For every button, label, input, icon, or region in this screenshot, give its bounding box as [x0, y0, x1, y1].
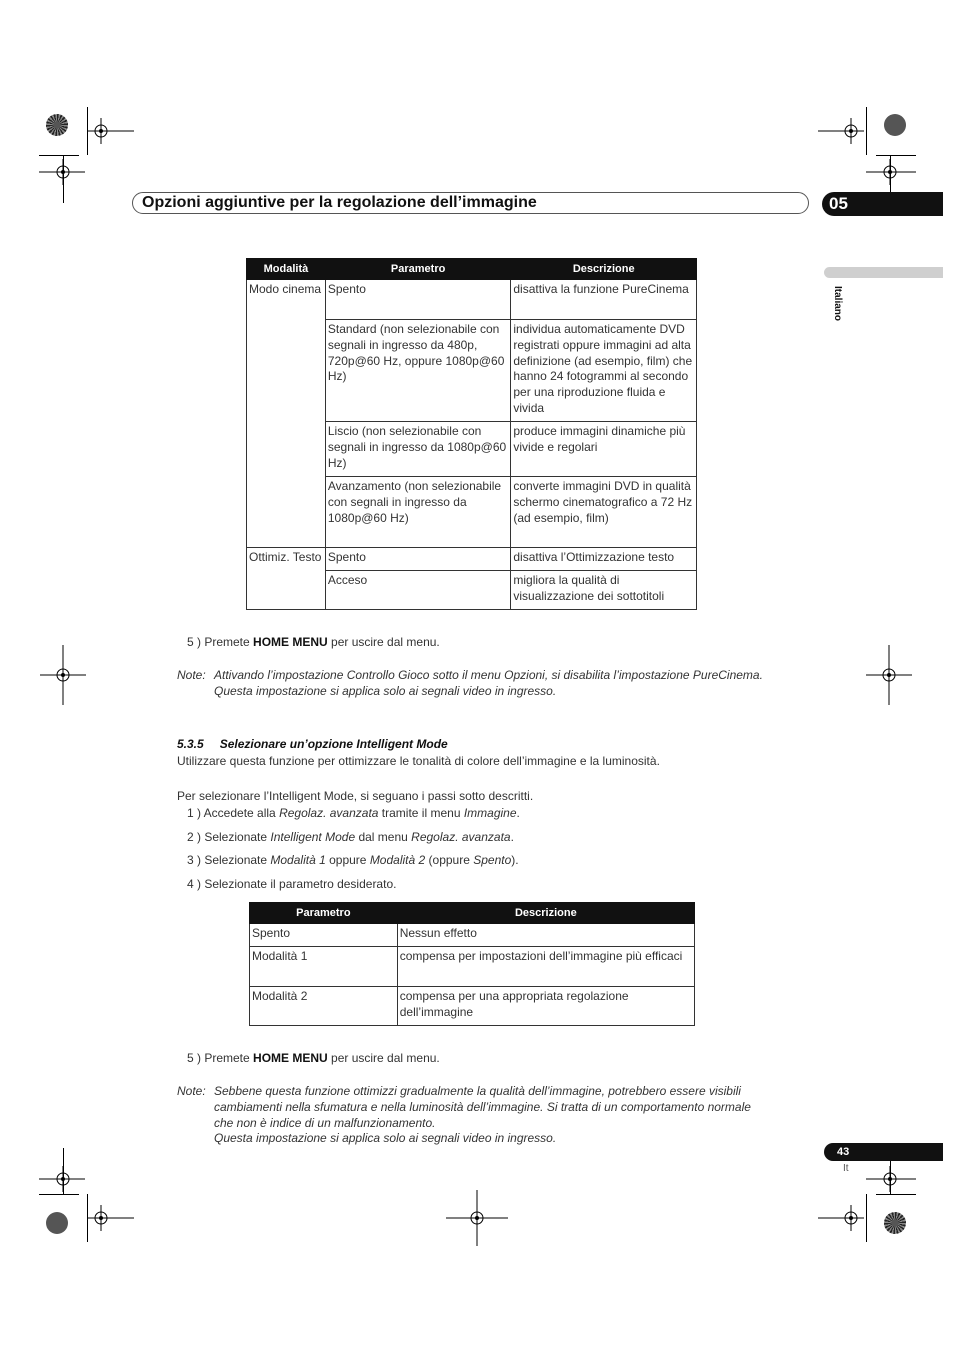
column-header: Parametro — [325, 259, 511, 280]
param-cell: Liscio (non selezionabile con segnali in ingresso da 1080p@60 Hz) — [325, 422, 511, 477]
registration-disc-icon — [884, 1212, 906, 1234]
picture-mode-table — [246, 258, 697, 610]
note-label: Note: — [177, 1084, 206, 1098]
crosshair-icon — [866, 645, 912, 705]
param-cell: Modalità 1 — [250, 947, 398, 987]
page-language-code: It — [843, 1163, 849, 1174]
crosshair-icon — [818, 118, 864, 144]
table-row — [250, 947, 695, 987]
desc-cell: compensa per una appropriata regolazione dell’immagine — [397, 987, 694, 1026]
step-2: 2 ) Selezionate Intelligent Mode dal menu Regolaz. avanzata. — [187, 830, 514, 844]
crosshair-icon — [88, 118, 134, 144]
language-tab — [824, 267, 943, 278]
note-body: Attivando l’impostazione Controllo Gioco sotto il menu Opzioni, si disabilita l’impostazione PureCinema. Questa impostazione si applica solo ai segnali video in ingresso. — [214, 668, 763, 698]
registration-disc-icon — [884, 114, 906, 136]
step-4: 4 ) Selezionate il parametro desiderato. — [187, 877, 397, 891]
column-header: Descrizione — [511, 259, 697, 280]
step-5-exit: 5 ) Premete HOME MENU per uscire dal menu. — [187, 1051, 440, 1065]
step-3: 3 ) Selezionate Modalità 1 oppure Modalità 2 (oppure Spento). — [187, 853, 519, 867]
column-header: Parametro — [250, 903, 398, 924]
table-header-row — [250, 903, 695, 924]
desc-cell: compensa per impostazioni dell’immagine più efficaci — [397, 947, 694, 987]
param-cell: Spento — [325, 280, 511, 320]
section-heading: 5.3.5 Selezionare un’opzione Intelligent Mode — [177, 737, 448, 751]
desc-cell: Nessun effetto — [397, 924, 694, 947]
crosshair-icon — [88, 1205, 134, 1231]
crosshair-icon — [39, 1166, 85, 1192]
crosshair-icon — [818, 1205, 864, 1231]
desc-cell: converte immagini DVD in qualità schermo cinematografico a 72 Hz (ad esempio, film) — [511, 477, 697, 548]
registration-disc-icon — [46, 114, 68, 136]
desc-cell: produce immagini dinamiche più vivide e regolari — [511, 422, 697, 477]
note-label: Note: — [177, 668, 206, 682]
step-5-exit: 5 ) Premete HOME MENU per uscire dal menu. — [187, 635, 440, 649]
param-cell: Modalità 2 — [250, 987, 398, 1026]
param-cell: Spento — [325, 548, 511, 571]
page-number: 43 — [824, 1143, 943, 1161]
table-row — [247, 548, 697, 571]
crosshair-icon — [39, 159, 85, 185]
column-header: Descrizione — [397, 903, 694, 924]
column-header: Modalità — [247, 259, 326, 280]
chapter-badge: 05 — [822, 192, 943, 216]
param-cell: Acceso — [325, 571, 511, 610]
intelligent-mode-table — [249, 902, 695, 1026]
note-body: Sebbene questa funzione ottimizzi gradualmente la qualità dell’immagine, potrebbero essere visibili cambiamenti nella sfumatura e nella luminosità dell’immagine. Si tratta di un comportamento normale che non è indice di un malfunzionamento. Questa impostazione si applica solo ai segnali video in ingresso. — [214, 1084, 751, 1146]
home-menu-key: HOME MENU — [253, 635, 328, 649]
home-menu-key: HOME MENU — [253, 1051, 328, 1065]
section-intro-2: Per selezionare l’Intelligent Mode, si seguano i passi sotto descritti. — [177, 789, 534, 803]
desc-cell: individua automaticamente DVD registrati oppure immagini ad alta definizione (ad esempio, film) che hanno 24 fotogrammi al secondo per una riproduzione fluida e vivida — [511, 320, 697, 422]
param-cell: Avanzamento (non selezionabile con segnali in ingresso da 1080p@60 Hz) — [325, 477, 511, 548]
table-row — [250, 987, 695, 1026]
desc-cell: migliora la qualità di visualizzazione dei sottotitoli — [511, 571, 697, 610]
mode-cell: Ottimiz. Testo — [247, 548, 326, 610]
step-1: 1 ) Accedete alla Regolaz. avanzata tramite il menu Immagine. — [187, 806, 520, 820]
crosshair-icon — [866, 1166, 916, 1192]
desc-cell: disattiva l’Ottimizzazione testo — [511, 548, 697, 571]
param-cell: Standard (non selezionabile con segnali in ingresso da 480p, 720p@60 Hz, oppure 1080p@60 Hz) — [325, 320, 511, 422]
desc-cell: disattiva la funzione PureCinema — [511, 280, 697, 320]
mode-cell: Modo cinema — [247, 280, 326, 548]
section-intro: Utilizzare questa funzione per ottimizzare le tonalità di colore dell’immagine e la luminosità. — [177, 754, 660, 768]
page-title: Opzioni aggiuntive per la regolazione dell’immagine — [142, 194, 537, 211]
param-cell: Spento — [250, 924, 398, 947]
table-header-row — [247, 259, 697, 280]
crosshair-icon — [866, 159, 916, 185]
crosshair-icon — [446, 1190, 508, 1246]
table-row — [250, 924, 695, 947]
registration-disc-icon — [46, 1212, 68, 1234]
crosshair-icon — [40, 645, 86, 705]
language-label: Italiano — [832, 286, 843, 322]
table-row — [247, 280, 697, 320]
